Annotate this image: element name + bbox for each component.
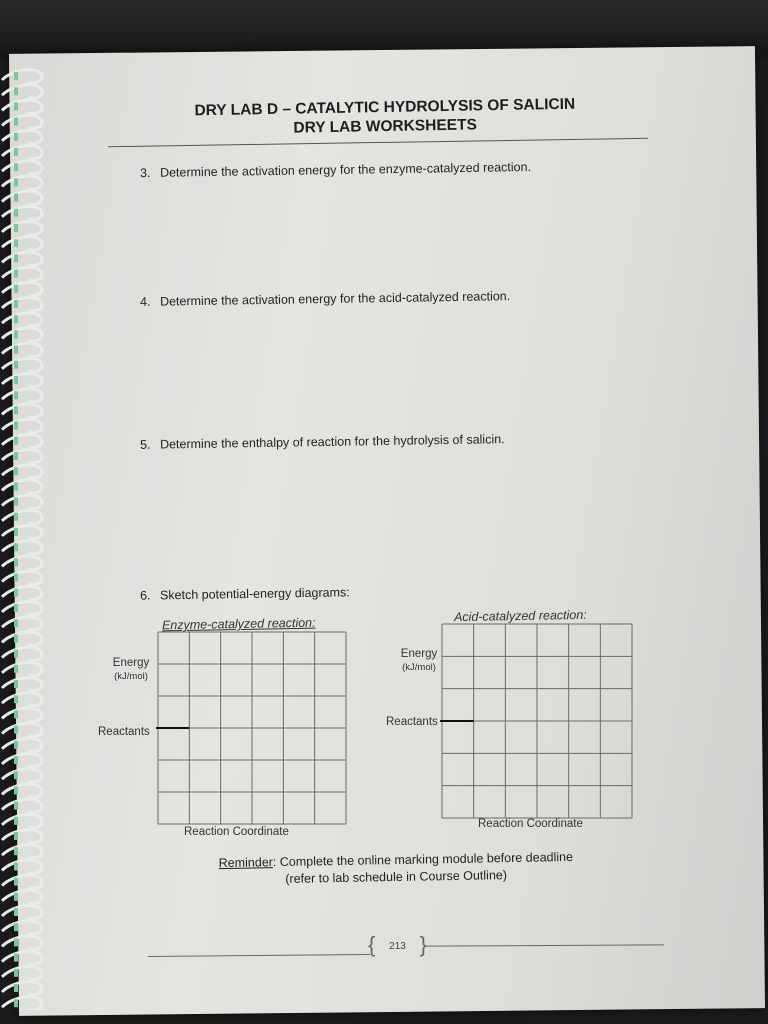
spiral-coil <box>2 404 42 417</box>
question-6-number: 6. <box>139 588 151 603</box>
spiral-coil <box>2 678 42 691</box>
spiral-tab <box>14 832 18 840</box>
page-number-left-bracket-icon: { <box>368 932 376 957</box>
title-line-2: DRY LAB WORKSHEETS <box>293 116 478 137</box>
question-3-text: Determine the activation energy for the enzyme-catalyzed reaction. <box>159 159 532 180</box>
spiral-coil <box>2 450 42 463</box>
spiral-tab <box>14 467 18 475</box>
spiral-coil <box>2 723 42 736</box>
spiral-tab <box>14 330 18 338</box>
spiral-coil <box>2 784 42 797</box>
spiral-coil <box>2 267 42 280</box>
spiral-tab <box>14 163 18 171</box>
acid-y-label: Energy <box>400 648 438 660</box>
spiral-coil <box>2 389 42 402</box>
spiral-coil <box>2 966 42 979</box>
spiral-tab <box>14 452 18 460</box>
spiral-tab <box>14 771 18 779</box>
acid-x-axis-label: Reaction Coordinate <box>478 818 583 830</box>
spiral-tab <box>14 437 18 445</box>
acid-diagram-title: Acid-catalyzed reaction: <box>453 607 587 625</box>
spiral-coil <box>2 130 42 143</box>
spiral-coil <box>2 906 42 919</box>
spiral-tab <box>14 528 18 536</box>
spiral-tab <box>14 969 18 977</box>
spiral-tab <box>14 391 18 399</box>
spiral-coil <box>2 754 42 767</box>
spiral-tab <box>14 589 18 597</box>
spiral-tab <box>14 239 18 247</box>
question-3-number: 3. <box>139 165 151 181</box>
spiral-tab <box>14 209 18 217</box>
enzyme-y-unit: (kJ/mol) <box>114 671 148 682</box>
spiral-binding <box>0 60 56 1010</box>
spiral-coil <box>2 632 42 645</box>
spiral-coil <box>2 358 42 371</box>
spiral-tab <box>14 619 18 627</box>
spiral-tab <box>14 726 18 734</box>
spiral-tab <box>14 938 18 946</box>
spiral-tab <box>14 315 18 323</box>
spiral-coil <box>2 586 42 599</box>
spiral-coil <box>2 890 42 903</box>
spiral-tab <box>14 178 18 186</box>
spiral-coil <box>2 936 42 949</box>
spiral-tab <box>14 923 18 931</box>
spiral-coil <box>2 191 42 204</box>
question-5-number: 5. <box>139 437 151 452</box>
spiral-tab <box>14 665 18 673</box>
spiral-coil <box>2 921 42 934</box>
enzyme-x-axis-label: Reaction Coordinate <box>184 826 289 838</box>
spiral-tab <box>14 817 18 825</box>
spiral-tab <box>14 376 18 384</box>
spiral-coil <box>2 237 42 250</box>
page-number-right-bracket-icon: } <box>419 932 427 957</box>
spiral-coil <box>2 480 42 493</box>
enzyme-energy-grid[interactable] <box>156 630 348 826</box>
acid-energy-grid[interactable] <box>440 622 634 820</box>
spiral-coil <box>2 419 42 432</box>
page-number <box>370 934 425 960</box>
spiral-coil <box>2 526 42 539</box>
question-4-number: 4. <box>139 294 151 309</box>
spiral-tab <box>14 72 18 80</box>
spiral-tab <box>14 999 18 1007</box>
spiral-tab <box>14 680 18 688</box>
spiral-coil <box>2 708 42 721</box>
enzyme-diagram-title: Enzyme-catalyzed reaction: <box>161 615 316 633</box>
spiral-coil <box>2 313 42 326</box>
spiral-tab <box>14 254 18 262</box>
spiral-tab <box>14 634 18 642</box>
spiral-coil <box>2 602 42 615</box>
spiral-tab <box>14 695 18 703</box>
spiral-tab <box>14 148 18 156</box>
spiral-tab <box>14 574 18 582</box>
reminder-line-2: (refer to lab schedule in Course Outline) <box>285 868 508 886</box>
spiral-tab <box>14 558 18 566</box>
spiral-tab <box>14 194 18 202</box>
spiral-coil <box>2 115 42 128</box>
spiral-coil <box>2 328 42 341</box>
spiral-coil <box>2 298 42 311</box>
spiral-tab <box>14 87 18 95</box>
spiral-coil <box>2 814 42 827</box>
enzyme-y-axis-label <box>104 657 158 683</box>
page-number-text: 213 <box>389 941 406 952</box>
spiral-coil <box>2 647 42 660</box>
spiral-tab <box>14 802 18 810</box>
spiral-coil <box>2 434 42 447</box>
spiral-tab <box>14 543 18 551</box>
spiral-coil <box>2 617 42 630</box>
spiral-tab <box>14 270 18 278</box>
spiral-tab <box>14 756 18 764</box>
spiral-tab <box>14 346 18 354</box>
spiral-coil <box>2 146 42 159</box>
spiral-tab <box>14 224 18 232</box>
spiral-coil <box>2 252 42 265</box>
acid-y-axis-label <box>394 648 444 674</box>
spiral-tab <box>14 710 18 718</box>
spiral-tab <box>14 406 18 414</box>
spiral-coil <box>2 85 42 98</box>
spiral-coil <box>2 951 42 964</box>
spiral-tab <box>14 862 18 870</box>
spiral-coil <box>2 982 42 995</box>
spiral-tab <box>14 984 18 992</box>
spiral-coil <box>2 495 42 508</box>
spiral-tab <box>14 786 18 794</box>
spiral-coil <box>2 541 42 554</box>
spiral-tab <box>14 118 18 126</box>
spiral-tab <box>14 361 18 369</box>
spiral-coil <box>2 510 42 523</box>
spiral-coil <box>2 161 42 174</box>
title-line-1: DRY LAB D – CATALYTIC HYDROLYSIS OF SALICIN <box>194 95 576 120</box>
spiral-coil <box>2 769 42 782</box>
spiral-coil <box>2 693 42 706</box>
spiral-tab <box>14 482 18 490</box>
spiral-tab <box>14 847 18 855</box>
spiral-coil <box>2 860 42 873</box>
spiral-coil <box>2 875 42 888</box>
spiral-tab <box>14 954 18 962</box>
spiral-tab <box>14 300 18 308</box>
spiral-coil <box>2 997 42 1010</box>
spiral-tab <box>14 893 18 901</box>
question-5-text: Determine the enthalpy of reaction for the hydrolysis of salicin. <box>159 432 505 452</box>
spiral-coil <box>2 799 42 812</box>
spiral-tab <box>14 285 18 293</box>
spiral-coil <box>2 738 42 751</box>
enzyme-y-label: Energy <box>112 657 150 669</box>
enzyme-reactants-label: Reactants <box>98 726 150 738</box>
spiral-coil <box>2 176 42 189</box>
spiral-tab <box>14 650 18 658</box>
question-6-text: Sketch potential-energy diagrams: <box>159 585 350 603</box>
spiral-tab <box>14 133 18 141</box>
spiral-coil <box>2 571 42 584</box>
spiral-coil <box>2 845 42 858</box>
spiral-tab <box>14 878 18 886</box>
spiral-coil <box>2 465 42 478</box>
spiral-coil <box>2 830 42 843</box>
spiral-coil <box>2 662 42 675</box>
spiral-tab <box>14 498 18 506</box>
spiral-tab <box>14 102 18 110</box>
reminder-line-1: : Complete the online marking module before deadline <box>272 849 574 870</box>
spiral-tab <box>14 604 18 612</box>
acid-y-unit: (kJ/mol) <box>402 662 436 673</box>
question-4-text: Determine the activation energy for the acid-catalyzed reaction. <box>159 289 511 309</box>
spiral-coil <box>2 70 42 83</box>
spiral-coil <box>2 206 42 219</box>
spiral-coil <box>2 343 42 356</box>
spiral-tab <box>14 513 18 521</box>
spiral-tab <box>14 908 18 916</box>
spiral-tab <box>14 741 18 749</box>
spiral-coil <box>2 222 42 235</box>
reminder-label: Reminder <box>218 855 273 871</box>
spiral-coil <box>2 282 42 295</box>
spiral-coil <box>2 374 42 387</box>
spiral-tab <box>14 422 18 430</box>
spiral-coil <box>2 556 42 569</box>
acid-reactants-label: Reactants <box>386 716 438 728</box>
spiral-coil <box>2 100 42 113</box>
